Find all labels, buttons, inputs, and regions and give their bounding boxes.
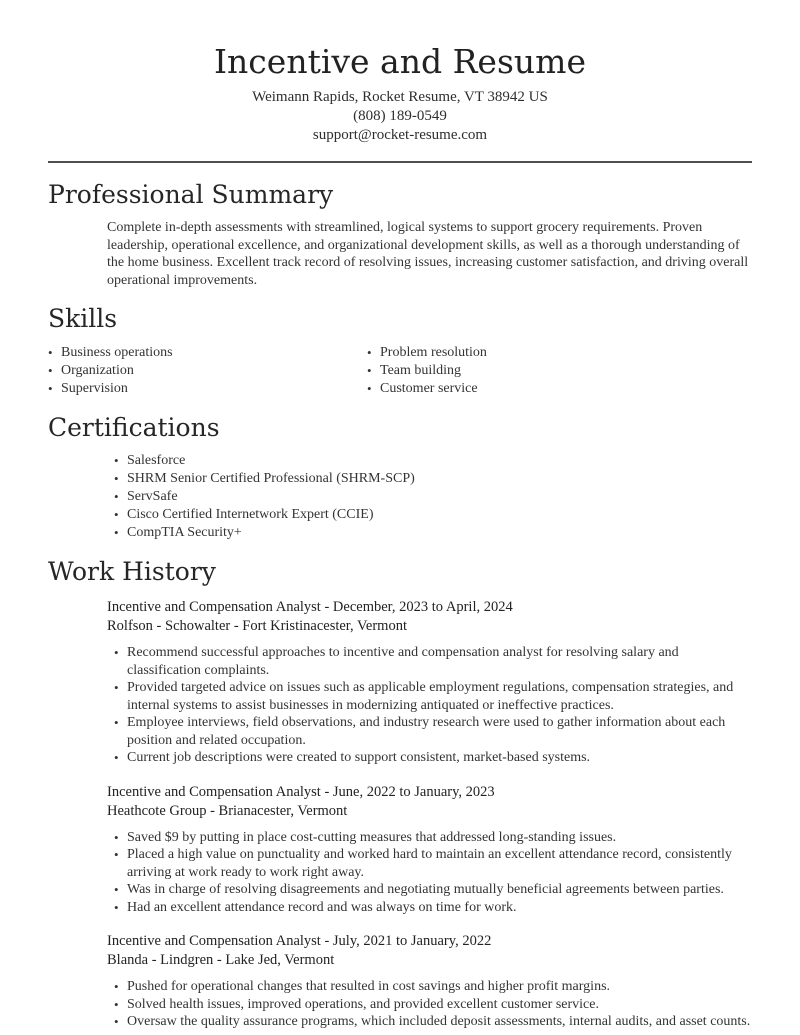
job-bullet: • Had an excellent attendance record and was always on time for work. (114, 899, 752, 917)
job-bullet: • Saved $9 by putting in place cost-cutting measures that addressed long-standing issues. (114, 829, 752, 847)
skill-item: • Organization (48, 362, 367, 380)
skills-column-left (48, 344, 367, 398)
job-bullet-list (114, 978, 752, 1031)
job-bullet: • Oversaw the quality assurance programs, which included deposit assessments, internal audits, and asset counts. (114, 1013, 752, 1031)
section-work-history (48, 556, 752, 1031)
skill-item: • Problem resolution (367, 344, 667, 362)
summary-text: Complete in-depth assessments with streamlined, logical systems to support grocery requirements. Proven leadership, operational excellence, and organizational development skills, as well as a thorough understanding of the home business. Excellent track record of resolving issues, increasing customer satisfaction, and driving overall operational improvements. (107, 220, 749, 288)
skill-item: • Team building (367, 362, 667, 380)
job-bullet: • Current job descriptions were created to support consistent, market-based systems. (114, 749, 752, 767)
contact-address: Weimann Rapids, Rocket Resume, VT 38942 US (252, 89, 548, 105)
heading-certifications: Certifications (48, 413, 220, 442)
job-bullet: • Pushed for operational changes that resulted in cost savings and higher profit margins. (114, 978, 752, 996)
job-title-line: Incentive and Compensation Analyst - July, 2021 to January, 2022 (107, 933, 492, 949)
skill-item: • Supervision (48, 380, 367, 398)
certification-item: • Cisco Certified Internetwork Expert (CCIE) (114, 506, 752, 524)
job-entry-2 (48, 783, 752, 917)
skills-columns (48, 344, 752, 398)
job-title-line: Incentive and Compensation Analyst - December, 2023 to April, 2024 (107, 599, 513, 615)
job-entry-1 (48, 598, 752, 767)
heading-work-history: Work History (48, 557, 216, 586)
job-title-line: Incentive and Compensation Analyst - June, 2022 to January, 2023 (107, 783, 495, 800)
contact-email: support@rocket-resume.com (312, 127, 488, 143)
resume-header (48, 42, 752, 145)
certification-item: • ServSafe (114, 488, 752, 506)
skills-column-right (367, 344, 667, 398)
job-bullet: • Employee interviews, field observations, and industry research were used to gather information about each position and related occupation. (114, 714, 752, 749)
job-bullet-list (114, 829, 752, 917)
job-company-line: Heathcote Group - Brianacester, Vermont (107, 802, 348, 819)
job-bullet: • Was in charge of resolving disagreements and negotiating mutually beneficial agreements between parties. (114, 881, 752, 899)
heading-professional-summary: Professional Summary (48, 180, 334, 209)
skill-item: • Business operations (48, 344, 367, 362)
job-bullet-list (114, 644, 752, 767)
job-company-line: Blanda - Lindgren - Lake Jed, Vermont (107, 952, 335, 968)
certification-item: • CompTIA Security+ (114, 524, 752, 542)
skill-item: • Customer service (367, 380, 667, 398)
job-bullet: • Recommend successful approaches to incentive and compensation analyst for resolving salary and classification complaints. (114, 644, 752, 679)
certifications-list (114, 452, 752, 542)
certification-item: • SHRM Senior Certified Professional (SHRM-SCP) (114, 470, 752, 488)
header-divider (48, 161, 752, 163)
heading-skills: Skills (48, 304, 118, 333)
section-certifications (48, 412, 752, 542)
contact-phone: (808) 189-0549 (353, 108, 447, 124)
contact-block (48, 88, 752, 145)
certification-item: • Salesforce (114, 452, 752, 470)
job-bullet: • Provided targeted advice on issues such as applicable employment regulations, compensation strategies, and internal systems to assist businesses in modernizing antiquated or ineffective practices. (114, 679, 752, 714)
resume-title: Incentive and Resume (214, 42, 586, 81)
job-bullet: • Placed a high value on punctuality and worked hard to maintain an excellent attendance record, consistently arriving at work ready to work right away. (114, 846, 752, 881)
job-entry-3 (48, 932, 752, 1031)
job-bullet: • Solved health issues, improved operations, and provided excellent customer service. (114, 996, 752, 1014)
section-professional-summary (48, 179, 752, 289)
job-company-line: Rolfson - Schowalter - Fort Kristinacester, Vermont (107, 618, 407, 634)
section-skills (48, 303, 752, 398)
